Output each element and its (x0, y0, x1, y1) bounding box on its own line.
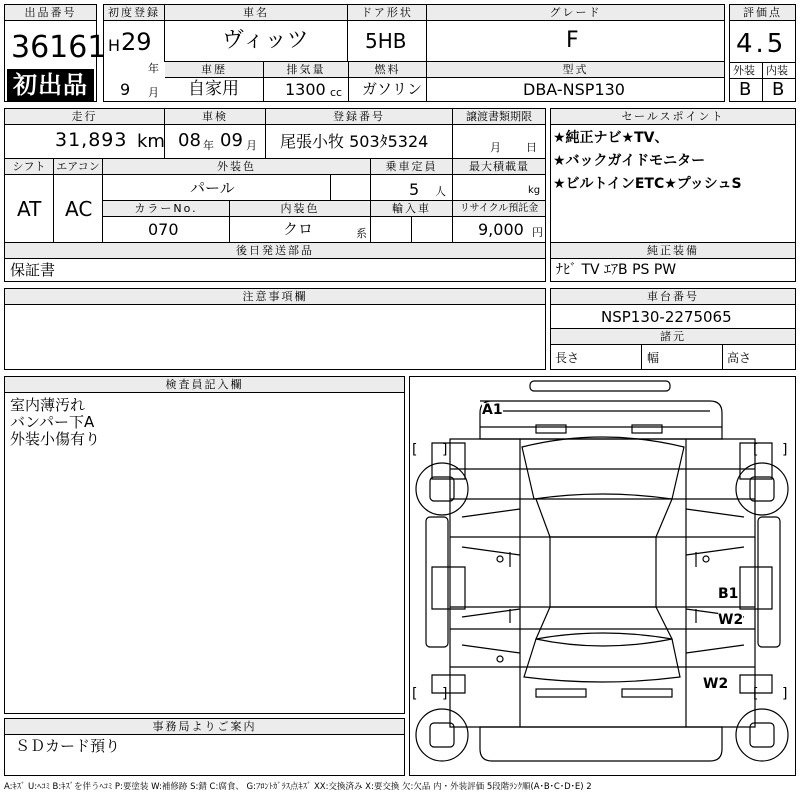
inspection-month: 09 (220, 130, 243, 151)
car-name-label: 車名 (165, 5, 347, 21)
history-label: 車歴 (165, 62, 263, 78)
capacity-label: 乗車定員 (371, 159, 452, 175)
lot-box (4, 4, 107, 102)
grade-value: F (566, 28, 579, 53)
model-label: 型式 (427, 62, 724, 78)
color-no-value: 070 (148, 220, 179, 239)
mileage-label: 走行 (5, 109, 164, 125)
first-reg-year-unit: 年 (148, 62, 159, 75)
notes-box (4, 288, 546, 370)
score-value: 4.5 (736, 29, 787, 59)
dims-label: 諸元 (551, 329, 795, 345)
chassis-value: NSP130-2275065 (601, 308, 732, 326)
int-score: B (772, 79, 785, 100)
mileage-value: 31,893 (55, 129, 128, 151)
exterior-color-label: 外装色 (103, 159, 370, 175)
ext-score: B (739, 79, 752, 100)
interior-color-value: クロ (283, 220, 314, 238)
lot-label: 出品番号 (5, 5, 96, 21)
aircon-value: AC (65, 197, 93, 221)
registration-value: 尾張小牧 503ﾀ5324 (280, 132, 429, 151)
sales-point-1: ★純正ナビ★TV、 (553, 130, 669, 146)
inspector-box (4, 376, 405, 714)
first-reg-month: 9 (120, 80, 131, 99)
office-box (4, 718, 405, 776)
first-reg-year: 29 (121, 28, 152, 56)
shift-value: AT (17, 197, 42, 221)
bracket-right-3: ] (442, 686, 448, 702)
sales-points-box (550, 108, 796, 282)
mark-w2-a: W2 (718, 612, 744, 628)
legend: A:ｷｽﾞ U:ﾍｺﾐ B:ｷｽﾞを伴うﾍｺﾐ P:要塗装 W:補修跡 S:錆 C:腐食、 G:ﾌﾛﾝﾄｶﾞﾗｽ点ｷｽﾞ XX:交換済み X:要交換 欠:欠品 内・外装評価 5段階ﾗﾝｸ順(A･B･C･D･E) 2 (4, 782, 592, 792)
genuine-label: 純正装備 (551, 243, 795, 259)
aircon-label: エアコン (54, 159, 102, 175)
door-label: ドア形状 (348, 5, 426, 21)
recycle-unit: 円 (532, 226, 543, 239)
transfer-label: 譲渡書類期限 (453, 109, 545, 125)
mark-a1: A1 (482, 402, 503, 418)
inspector-line-2: バンパー下A (10, 413, 95, 431)
bracket-right-2: ] (782, 442, 788, 458)
inspection-month-unit: 月 (246, 139, 257, 152)
inspector-label: 検査員記入欄 (5, 377, 404, 393)
dims-height: 高さ (727, 351, 752, 365)
inspection-year: 08 (178, 130, 201, 151)
sales-points-label: セールスポイント (551, 109, 795, 125)
grade-label: グレード (427, 5, 724, 21)
interior-color-unit: 系 (356, 227, 367, 240)
later-parts-value: 保証書 (10, 261, 56, 279)
chassis-box (550, 288, 796, 370)
fuel-label: 燃料 (349, 62, 426, 78)
notes-label: 注意事項欄 (5, 289, 545, 305)
dims-width: 幅 (647, 351, 660, 365)
capacity-unit: 人 (435, 185, 446, 198)
dims-length: 長さ (555, 351, 580, 365)
exterior-color-value: パール (190, 179, 235, 197)
mark-w2-b: W2 (703, 676, 729, 692)
inspection-label: 車検 (165, 109, 265, 125)
interior-color-label: 内装色 (230, 201, 370, 217)
transfer-month-unit: 月 (490, 141, 501, 154)
bracket-right-4: ] (782, 686, 788, 702)
first-listing-badge: 初出品 (7, 69, 94, 101)
inspector-line-1: 室内薄汚れ (10, 396, 86, 414)
history-value: 自家用 (188, 79, 239, 99)
car-diagram (410, 377, 795, 775)
registration-label: 登録番号 (266, 109, 452, 125)
score-box (729, 4, 796, 102)
displacement-value: 1300 (285, 80, 326, 99)
recycle-value: 9,000 (478, 220, 524, 239)
bracket-left-3: [ (412, 686, 418, 702)
sales-point-2: ★バックガイドモニター (553, 153, 706, 169)
mileage-unit: km (137, 131, 165, 152)
first-reg-month-unit: 月 (148, 86, 159, 99)
shift-label: シフト (5, 159, 53, 175)
mark-b1: B1 (718, 586, 739, 602)
capacity-value: 5 (409, 180, 420, 199)
transfer-day-unit: 日 (526, 141, 537, 154)
lot-number: 36161 (11, 30, 107, 65)
office-label: 事務局よりご案内 (5, 719, 404, 735)
bracket-left-4: [ (753, 686, 759, 702)
first-reg-era: H (108, 36, 121, 55)
inspection-year-unit: 年 (203, 139, 214, 152)
bracket-right-1: ] (442, 442, 448, 458)
score-label: 評価点 (730, 5, 795, 21)
max-load-unit: kg (528, 185, 541, 196)
displacement-label: 排気量 (264, 62, 348, 78)
int-label: 内装 (766, 64, 788, 77)
displacement-unit: cc (330, 86, 343, 99)
genuine-value: ﾅﾋﾞ TV ｴｱB PS PW (556, 262, 677, 278)
import-label: 輸入車 (371, 201, 452, 217)
car-name-value: ヴィッツ (222, 28, 309, 53)
recycle-label: リサイクル預託金 (453, 201, 545, 217)
first-reg-label: 初度登録 (104, 5, 164, 21)
later-parts-label: 後日発送部品 (5, 243, 545, 259)
ext-label: 外装 (733, 64, 755, 77)
inspector-line-3: 外装小傷有り (10, 430, 101, 448)
door-value: 5HB (365, 29, 407, 53)
max-load-label: 最大積載量 (453, 159, 545, 175)
fuel-value: ガソリン (362, 80, 423, 98)
chassis-label: 車台番号 (551, 289, 795, 305)
color-no-label: カラーNo. (103, 201, 229, 217)
bracket-left-1: [ (412, 442, 418, 458)
bracket-left-2: [ (753, 442, 759, 458)
office-value: ＳＤカード預り (15, 737, 121, 755)
car-diagram-box (409, 376, 796, 776)
sales-point-3: ★ビルトインETC★プッシュS (553, 176, 742, 192)
model-value: DBA-NSP130 (523, 80, 625, 99)
